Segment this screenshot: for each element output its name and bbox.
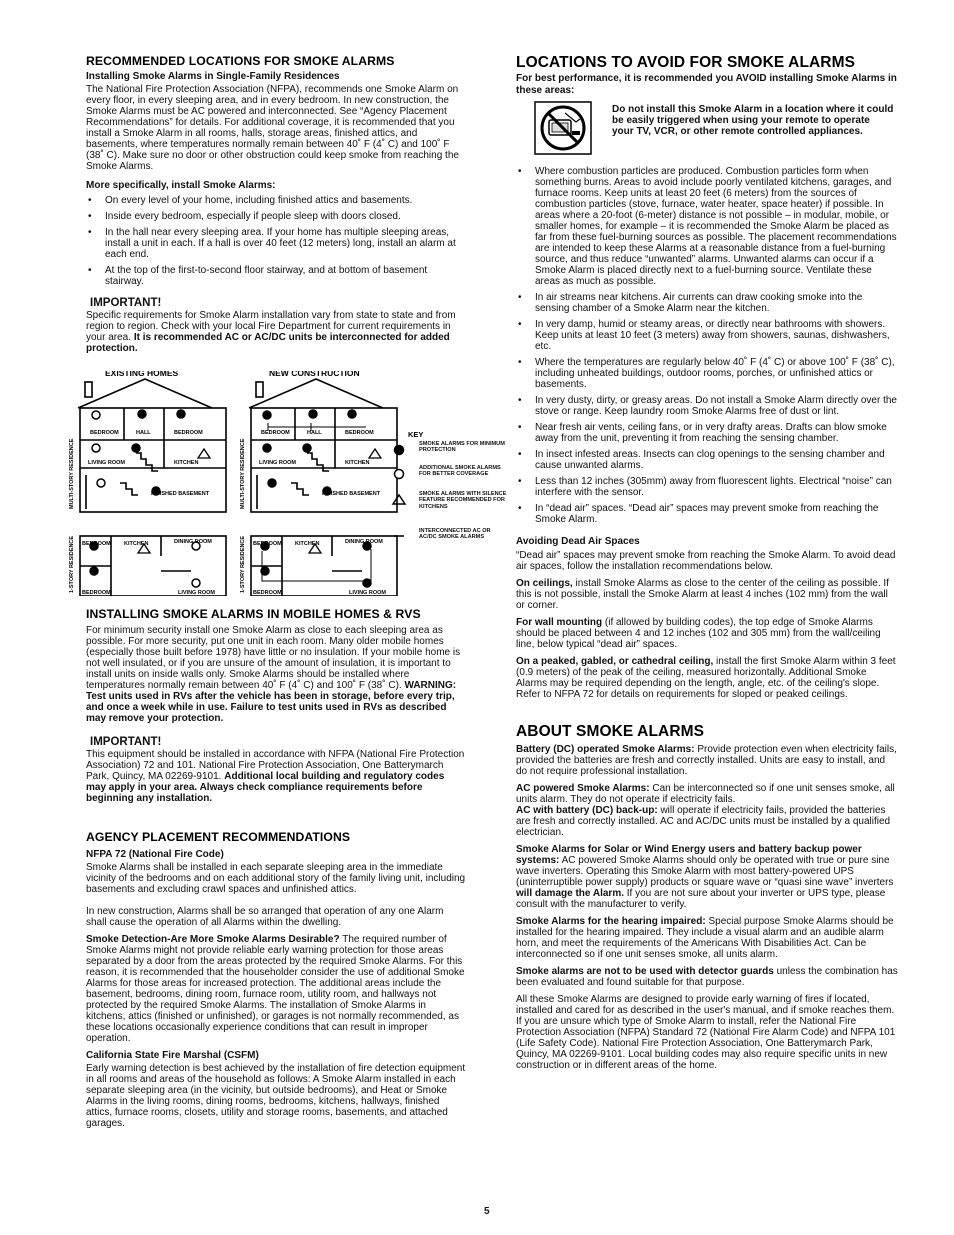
final-paragraph: All these Smoke Alarms are designed to provide early warning of fires if located, installed and cared for as described in the user's manual, and if smoke reaches them. If you are unsure which type of Smoke Alarm to install, refer the National Fire Protection Association (NFPA) Standard 72 (National Fire Alarm Code) and NFPA 101 (Life Safety Code). National Fire Protection Association, One Batterymarch Park, Quincy, MA 02269-9101. Local building codes may also require specific units in new construction or in different areas of the home. (516, 994, 896, 1071)
room-label: BEDROOM (82, 541, 111, 547)
room-label: BEDROOM (345, 430, 374, 436)
room-label: BEDROOM (261, 430, 290, 436)
room-label: DINING ROOM (345, 539, 383, 545)
key-item-minimum: SMOKE ALARMS FOR MINIMUM PROTECTION (419, 441, 505, 454)
list-item: • In air streams near kitchens. Air currents can draw cooking smoke into the sensing chamber of a Smoke Alarm near the kitchen. (518, 292, 863, 314)
left-column (69, 54, 507, 1129)
list-item: • In very dusty, dirty, or greasy areas. Do not install a Smoke Alarm directly over the stove or range. Keep laundry room Smoke Alarms free of dust or lint. (518, 395, 897, 417)
about-smoke-alarms-heading: ABOUT SMOKE ALARMS (516, 723, 705, 740)
room-label: FINISHED BASEMENT (151, 491, 210, 497)
lower-left-section (86, 607, 466, 1129)
room-label: LIVING ROOM (88, 460, 125, 466)
recommended-locations-paragraph: The National Fire Protection Association (NFPA), recommends one Smoke Alarm on every floor, in every sleeping area, and in every bedroom. In new construction, the Smoke Alarms must be AC powered and interconnected. See “Agency Placement Recommendations” for details. For additional coverage, it is recommended that you install a Smoke Alarm in all rooms, halls, storage areas, finished attics, and basements, where temperatures normally remain between 40˚ F (4˚ C) and 100˚ F (38˚ C). Make sure no door or other obstruction could keep smoke from reaching the Smoke Alarms. (86, 84, 459, 172)
diagram-key-legend (419, 441, 507, 541)
room-label: KITCHEN (174, 460, 199, 466)
mobile-homes-paragraph: For minimum security install one Smoke Alarm as close to each sleeping area as possible. For more security, put one unit in each room. Many older mobile homes (especially those built before 1978) have little or no insulation. If your mobile home is not well insulated, or if you are unsure of the amount of insulation, it is important to install units on inside walls only. Smoke Alarms should be installed where temperatures normally remain between 40˚ F (4˚ C) and 100˚ F (38˚ C). WARNING: Test units used in RVs after the vehicle has been in storage, before every trip, and once a week while in use. Failure to test units used in RVs as described may remove your protection. (86, 625, 461, 724)
room-label: LIVING ROOM (259, 460, 296, 466)
room-label: BEDROOM (90, 430, 119, 436)
nfpa-subheading: NFPA 72 (National Fire Code) (86, 849, 224, 860)
install-locations-list (86, 195, 466, 287)
list-item: • In very damp, humid or steamy areas, or directly near bathrooms with showers. Keep units at least 10 feet (3 meters) away from showers, saunas, dishwashers, etc. (518, 319, 890, 352)
battery-paragraph: Battery (DC) operated Smoke Alarms: Provide protection even when electricity fails, provided the batteries are fresh and correctly installed. Units are easy to install, and do not require professional installation. (516, 744, 897, 777)
dead-air-subheading: Avoiding Dead Air Spaces (516, 536, 640, 547)
tv-warning-block (516, 100, 898, 158)
key-item-interconnected: INTERCONNECTED AC OR AC/DC SMOKE ALARMS (419, 528, 491, 541)
csfm-paragraph: Early warning detection is best achieved by the installation of fire detection equipment in all rooms and areas of the household as follows: A Smoke Alarm installed in each separate sleeping area (in the vicinity, but outside bedrooms), and Heat or Smoke Alarms in the living rooms, dining rooms, bedrooms, kitchens, hallways, finished attics, furnace rooms, closets, utility and storage rooms, basements, and attached garages. (86, 1063, 466, 1129)
right-column (516, 54, 898, 1071)
room-label: BEDROOM (253, 541, 282, 547)
recommended-locations-heading: RECOMMENDED LOCATIONS FOR SMOKE ALARMS (86, 54, 395, 68)
solar-wind-paragraph: Smoke Alarms for Solar or Wind Energy users and battery backup power systems: AC powered Smoke Alarms should only be operated with true or pure sine wave inverters. Operating this Smoke Alarm with most battery-powered UPS (uninterruptible power supply) products or square wave or “quasi sine wave” inverters will damage the Alarm. If you are not sure about your inverter or UPS type, please consult with the manufacturer to verify. (516, 844, 894, 910)
room-label: DINING ROOM (174, 539, 212, 545)
tv-warning-text: Do not install this Smoke Alarm in a location where it could be easily triggered when using your remote to operate your TV, VCR, or other remote controlled appliances. (612, 104, 894, 137)
agency-placement-heading: AGENCY PLACEMENT RECOMMENDATIONS (86, 830, 351, 844)
room-label: KITCHEN (124, 541, 149, 547)
list-item: • In insect infested areas. Insects can clog openings to the sensing chamber and cause unwanted alarms. (518, 449, 885, 471)
new-construction-label: NEW CONSTRUCTION (269, 371, 360, 378)
no-tv-remote-icon (534, 101, 592, 155)
key-item-additional: ADDITIONAL SMOKE ALARMS FOR BETTER COVERAGE (419, 465, 501, 478)
room-label: BEDROOM (82, 590, 111, 596)
room-label: KITCHEN (295, 541, 320, 547)
more-specifically-subheading: More specifically, install Smoke Alarms: (86, 180, 276, 191)
avoid-locations-list (516, 166, 898, 525)
nfpa-paragraph-2: In new construction, Alarms shall be so arranged that operation of any one Alarm shall cause the operation of all Alarms within the dwelling. (86, 906, 444, 928)
multi-story-label-right: MULTI-STORY RESIDENCE (240, 438, 246, 509)
page-number: 5 (484, 1206, 490, 1217)
room-label: LIVING ROOM (178, 590, 215, 596)
peaked-ceiling-paragraph: On a peaked, gabled, or cathedral ceiling, install the first Smoke Alarm within 3 feet (0.9 meters) of the peak of the ceiling, measured horizontally. Additional Smoke Alarms may be required depending on the length, angle, etc. of the ceiling's slope. Refer to NFPA 72 for details on requirements for sloped or peaked ceilings. (516, 656, 896, 700)
wall-mounting-paragraph: For wall mounting (if allowed by building codes), the top edge of Smoke Alarms should be placed between 4 and 12 inches (102 and 305 mm) from the wall/ceiling line, below typical “dead air” spaces. (516, 617, 881, 650)
list-item: • Near fresh air vents, ceiling fans, or in very drafty areas. Drafts can blow smoke away from the unit, preventing it from reaching the sensing chamber. (518, 422, 887, 444)
existing-homes-label: EXISTING HOMES (105, 371, 179, 378)
key-title: KEY (408, 430, 424, 439)
multi-story-label-left: MULTI-STORY RESIDENCE (69, 438, 75, 509)
room-label: HALL (136, 430, 151, 436)
detection-paragraph: Smoke Detection-Are More Smoke Alarms Desirable? The required number of Smoke Alarms might not provide reliable early warning protection for those areas separated by a door from the areas protected by the required Smoke Alarms. For this reason, it is recommended that the householder consider the use of additional Smoke Alarms for those areas for increased protection. The additional areas include the basement, bedrooms, dining room, furnace room, utility room, and hallways not protected by the required Smoke Alarms. The installation of Smoke Alarms in kitchens, attics (finished or unfinished), or garages is not normally recommended, as these locations occasionally experience conditions that can result in improper operation. (86, 934, 465, 1044)
room-label: KITCHEN (345, 460, 370, 466)
single-family-subheading: Installing Smoke Alarms in Single-Family Residences (86, 71, 340, 82)
list-item: • At the top of the first-to-second floor stairway, and at bottom of basement stairway. (88, 265, 428, 287)
room-label: LIVING ROOM (349, 590, 386, 596)
important-paragraph: Specific requirements for Smoke Alarm installation vary from state to state and from region to region. Check with your local Fire Department for current requirements in your area. It is recommended AC or AC/DC units be interconnected for added protection. (86, 310, 456, 354)
important-label: IMPORTANT! (90, 297, 162, 309)
room-label: HALL (307, 430, 322, 436)
list-item: • Less than 12 inches (305mm) away from fluorescent lights. Electrical “noise” can interfere with the sensor. (518, 476, 892, 498)
room-label: FINISHED BASEMENT (322, 491, 381, 497)
one-story-label-left: 1-STORY RESIDENCE (69, 535, 75, 593)
hearing-impaired-paragraph: Smoke Alarms for the hearing impaired: Special purpose Smoke Alarms should be installed for the hearing impaired. They include a visual alarm and an audible alarm horn, and meet the requirements of the Americans With Disabilities Act. Can be interconnected so if one unit senses smoke, all units alarm. (516, 916, 894, 960)
one-story-label-right: 1-STORY RESIDENCE (240, 535, 246, 593)
list-item: • On every level of your home, including finished attics and basements. (88, 195, 413, 206)
dead-air-paragraph: “Dead air” spaces may prevent smoke from reaching the Smoke Alarm. To avoid dead air spaces, follow the installation recommendations below. (516, 550, 896, 572)
avoid-subheading: For best performance, it is recommended you AVOID installing Smoke Alarms in these areas: (516, 73, 897, 96)
list-item: • Where the temperatures are regularly below 40˚ F (4˚ C) or above 100˚ F (38˚ C), including unheated buildings, outdoor rooms, porches, or unfinished attics or basements. (518, 357, 895, 390)
room-label: BEDROOM (253, 590, 282, 596)
list-item: • Where combustion particles are produced. Combustion particles form when something burns. Areas to avoid include poorly ventilated kitchens, garages, and furnace rooms. Keep units at least 20 feet (6 meters) from the sources of combustion particles (stove, furnace, water heater, space heater) if possible. In areas where a 20-foot (6-meter) distance is not possible – in modular, mobile, or smaller homes, for example – it is recommended the Smoke Alarm be placed as far from these fuel-burning sources as possible. The placement recommendations are intended to keep these Alarms at a reasonable distance from a fuel-burning source, and thus reduce “unwanted” alarms. Unwanted alarms can occur if a Smoke Alarm is placed directly next to a fuel-burning source. Ventilate these areas as much as possible. (518, 166, 897, 287)
important-label: IMPORTANT! (90, 736, 162, 748)
list-item: • In “dead air” spaces. “Dead air” spaces may prevent smoke from reaching the Smoke Alarm. (518, 503, 879, 525)
csfm-subheading: California State Fire Marshal (CSFM) (86, 1050, 259, 1061)
list-item: • In the hall near every sleeping area. If your home has multiple sleeping areas, install a unit in each. If a hall is over 40 feet (12 meters) long, install an alarm at each end. (88, 227, 456, 260)
locations-to-avoid-heading: LOCATIONS TO AVOID FOR SMOKE ALARMS (516, 54, 856, 71)
nfpa-paragraph-1: Smoke Alarms shall be installed in each separate sleeping area in the immediate vicinity of the bedrooms and on each additional story of the family living unit, including basements and excluding crawl spaces and unfinished attics. (86, 862, 466, 895)
detector-guards-paragraph: Smoke alarms are not to be used with detector guards unless the combination has been evaluated and found suitable for that purpose. (516, 966, 898, 988)
ceilings-paragraph: On ceilings, install Smoke Alarms as close to the center of the ceiling as possible. If this is not possible, install the Smoke Alarm at least 4 inches (102 mm) from the wall or corner. (516, 578, 889, 611)
key-item-silence: SMOKE ALARMS WITH SILENCE FEATURE RECOMMENDED FOR KITCHENS (419, 491, 507, 510)
ac-powered-paragraph: AC powered Smoke Alarms: Can be interconnected so if one unit senses smoke, all units alarm. They do not operate if electricity fails. AC with battery (DC) back-up: will operate if electricity fails, provided the batteries are fresh and correctly installed. AC and AC/DC units must be installed by a qualified electrician. (516, 783, 895, 838)
important-nfpa-paragraph: This equipment should be installed in accordance with NFPA (National Fire Protection Association) 72 and 101. National Fire Protection Association, One Batterymarch Park, Quincy, MA 02269-9101. Additional local building and regulatory codes may apply in your area. Always check compliance requirements before beginning any installation. (86, 749, 465, 804)
list-item: • Inside every bedroom, especially if people sleep with doors closed. (88, 211, 401, 222)
room-label: BEDROOM (174, 430, 203, 436)
mobile-homes-heading: INSTALLING SMOKE ALARMS IN MOBILE HOMES & RVS (86, 607, 421, 621)
